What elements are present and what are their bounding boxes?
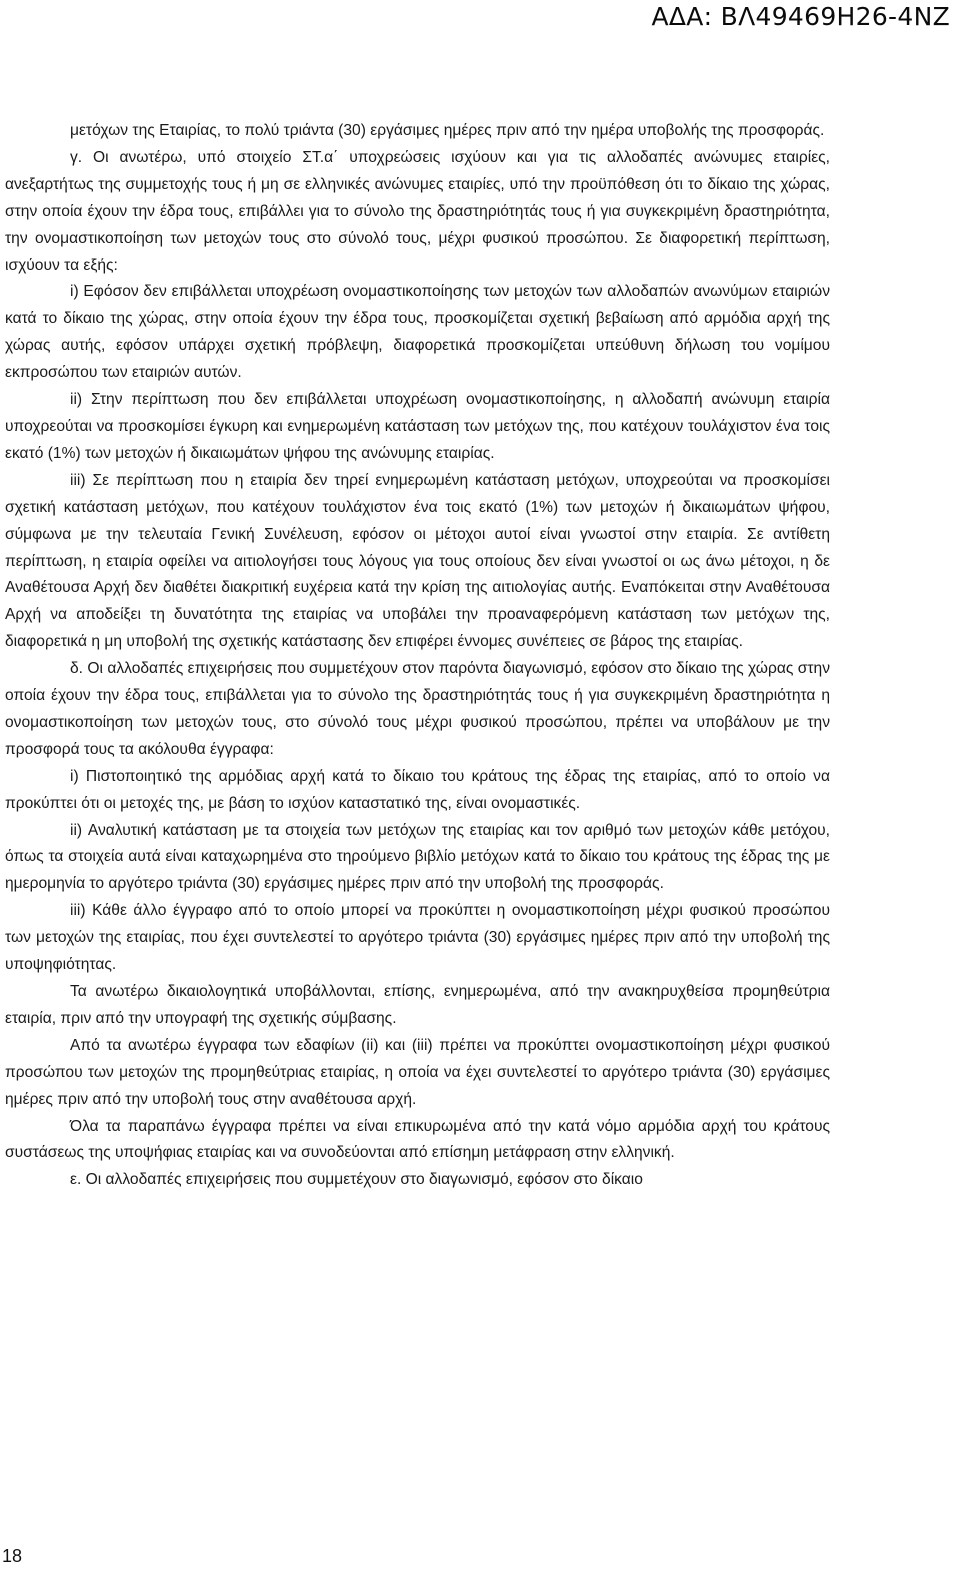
paragraph: δ. Οι αλλοδαπές επιχειρήσεις που συμμετέχουν στον παρόντα διαγωνισμό, εφόσον στο δίκαιο της χώρας στην οποία έχουν την έδρα τους, επιβάλλεται για το σύνολο της δραστηριότητάς τους ή για συγκεκριμένη δραστηριότητα η ονομαστικοποίηση των μετοχών τους, στο σύνολό τους μέχρι φυσικού προσώπου, πρέπει να υποβάλουν με την προσφορά τους τα ακόλουθα έγγραφα: [5, 660, 830, 758]
paragraph: γ. Οι ανωτέρω, υπό στοιχείο ΣΤ.α΄ υποχρεώσεις ισχύουν και για τις αλλοδαπές ανώνυμες εταιρίες, ανεξαρτήτως της συμμετοχής τους ή μη σε ελληνικές ανώνυμες εταιρίες, υπό την προϋπόθεση ότι το δίκαιο της χώρας, στην οποία έχουν την έδρα τους, επιβάλλει για το σύνολο της δραστηριότητάς τους ή για συγκεκριμένη δραστηριότητα, την ονομαστικοποίηση των μετοχών τους στο σύνολό τους, μέχρι φυσικού προσώπου. Σε διαφορετική περίπτωση, ισχύουν τα εξής: [5, 148, 830, 274]
paragraph: i) Πιστοποιητικό της αρμόδιας αρχή κατά το δίκαιο του κράτους της έδρας της εταιρίας, από το οποίο να προκύπτει ότι οι μετοχές της, με βάση το ισχύον καταστατικό της, είναι ονομαστικές. [5, 767, 830, 812]
paragraph: iii) Σε περίπτωση που η εταιρία δεν τηρεί ενημερωμένη κατάσταση μετόχων, υποχρεούται να προσκομίσει σχετική κατάσταση μετόχων, που κατέχουν τουλάχιστον ένα τοις εκατό (1%) των μετοχών ή δικαιωμάτων ψήφου, σύμφωνα με την τελευταία Γενική Συνέλευση, εφόσον οι μέτοχοι αυτοί είναι γνωστοί στην εταιρία. Σε αντίθετη περίπτωση, η εταιρία οφείλει να αιτιολογήσει τους λόγους για τους οποίους δεν είναι γνωστοί οι ως άνω μέτοχοι, η δε Αναθέτουσα Αρχή δεν διαθέτει διακριτική ευχέρεια κατά την κρίση της αιτιολογίας αυτής. Εναπόκειται στην Αναθέτουσα Αρχή να αποδείξει τη δυνατότητα της εταιρίας να υποβάλει την προαναφερόμενη κατάσταση των μετόχων της, διαφορετικά η μη υποβολή της σχετικής κατάστασης δεν επιφέρει έννομες συνέπειες σε βάρος της εταιρίας. [5, 471, 830, 651]
page-number: 18 [2, 1546, 23, 1566]
paragraph: Όλα τα παραπάνω έγγραφα πρέπει να είναι επικυρωμένα από την κατά νόμο αρμόδια αρχή του κράτους συστάσεως της υποψήφιας εταιρίας και να συνοδεύονται από επίσημη μετάφραση στην ελληνική. [5, 1117, 830, 1162]
paragraph: Από τα ανωτέρω έγγραφα των εδαφίων (ii) και (iii) πρέπει να προκύπτει ονομαστικοποίηση μέχρι φυσικού προσώπου των μετοχών της προμηθεύτριας εταιρίας, η οποία να έχει συντελεστεί το αργότερο τριάντα (30) εργάσιμες ημέρες πριν από την υποβολή τους στην αναθέτουσα αρχή. [5, 1036, 830, 1108]
paragraph: ε. Οι αλλοδαπές επιχειρήσεις που συμμετέχουν στο διαγωνισμό, εφόσον στο δίκαιο [70, 1171, 643, 1189]
paragraph: Τα ανωτέρω δικαιολογητικά υποβάλλονται, επίσης, ενημερωμένα, από την ανακηρυχθείσα προμηθεύτρια εταιρία, πριν από την υπογραφή της σχετικής σύμβασης. [5, 983, 830, 1027]
paragraph: ii) Αναλυτική κατάσταση με τα στοιχεία των μετόχων της εταιρίας και τον αριθμό των μετοχών κάθε μετόχου, όπως τα στοιχεία αυτά είναι καταχωρημένα στο τηρούμενο βιβλίο μετόχων κατά το δίκαιο του κράτους της έδρας της με ημερομηνία το αργότερο τριάντα (30) εργάσιμες ημέρες πριν από την υποβολή της προσφοράς. [5, 821, 830, 893]
paragraph: i) Εφόσον δεν επιβάλλεται υποχρέωση ονομαστικοποίησης των μετοχών των αλλοδαπών ανωνύμων εταιριών κατά το δίκαιο της χώρας, στην οποία έχουν την έδρα τους, προσκομίζεται σχετική βεβαίωση από αρμόδια αρχή της χώρας αυτής, εφόσον υπάρχει σχετική πρόβλεψη, διαφορετικά προσκομίζεται υπεύθυνη δήλωση του νομίμου εκπροσώπου των εταιριών αυτών. [5, 283, 830, 382]
ada-code: ΑΔΑ: ΒΛ49469Η26-4ΝΖ [651, 2, 950, 31]
paragraph: iii) Κάθε άλλο έγγραφο από το οποίο μπορεί να προκύπτει η ονομαστικοποίηση μέχρι φυσικού προσώπου των μετοχών της εταιρίας, που έχει συντελεστεί το αργότερο τριάντα (30) εργάσιμες ημέρες πριν από την υποβολή της υποψηφιότητας. [5, 902, 830, 974]
paragraph: μετόχων της Εταιρίας, το πολύ τριάντα (30) εργάσιμες ημέρες πριν από την ημέρα υποβολής της προσφοράς. [70, 122, 825, 139]
document-body [5, 118, 830, 1194]
paragraph: ii) Στην περίπτωση που δεν επιβάλλεται υποχρέωση ονομαστικοποίησης, η αλλοδαπή ανώνυμη εταιρία υποχρεούται να προσκομίσει έγκυρη και ενημερωμένη κατάσταση των μετόχων της, που κατέχουν τουλάχιστον ένα τοις εκατό (1%) των μετοχών ή δικαιωμάτων ψήφου της ανώνυμης εταιρίας. [5, 391, 830, 462]
